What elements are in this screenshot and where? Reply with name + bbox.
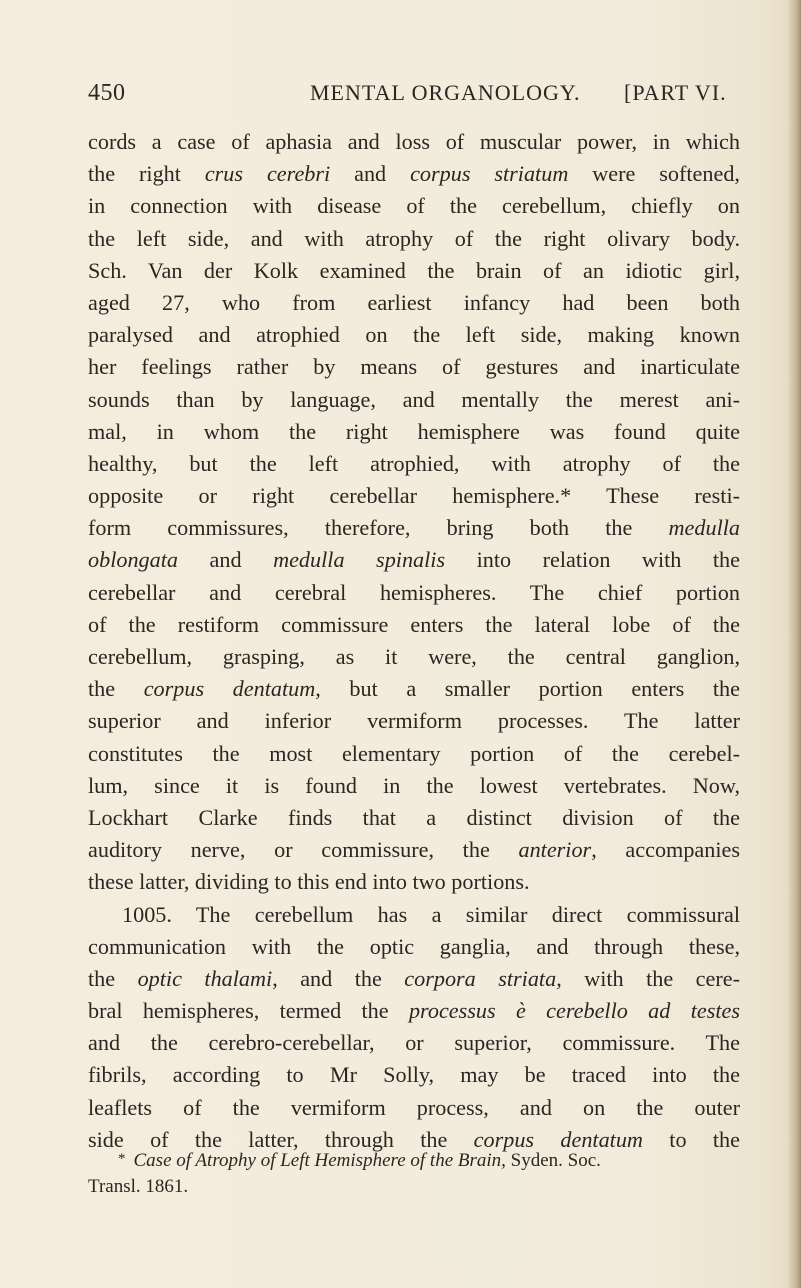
text-line-17: cerebellum, grasping, as it were, the central ganglion, (88, 644, 740, 669)
text-line-22: Lockhart Clarke finds that a distinct division of the (88, 804, 740, 830)
text-line-30: fibrils, according to Mr Solly, may be traced into the (88, 1062, 740, 1088)
text-line-21: lum, since it is found in the lowest vertebrates. Now, (88, 772, 740, 798)
text-line-8: her feelings rather by means of gestures and inarticulate (88, 354, 740, 380)
latin-term: crus cerebri (204, 161, 331, 187)
text-line-27: the optic thalami, and the corpora striata, with the cere- (88, 965, 740, 991)
text-line-28: bral hemispheres, termed the processus è cerebello ad testes (88, 998, 740, 1024)
footnote-title: Case of Atrophy of Left Hemisphere of the Brain, (133, 1150, 506, 1171)
text-line-18: the corpus dentatum, but a smaller portion enters the (88, 676, 740, 702)
latin-term: medulla (668, 515, 740, 541)
text-line-25: 1005. The cerebellum has a similar direct commissural (122, 901, 740, 927)
text-line-26: communication with the optic ganglia, and through these, (88, 933, 740, 959)
page-number: 450 (88, 80, 126, 106)
text-line-3: in connection with disease of the cerebellum, chiefly on (88, 193, 740, 219)
footnote-line-2: Transl. 1861. (88, 1176, 189, 1197)
text-line-7: paralysed and atrophied on the left side, making known (88, 322, 740, 348)
text-line-4: the left side, and with atrophy of the right olivary body. (88, 225, 740, 251)
text-line-20: constitutes the most elementary portion of the cerebel- (88, 740, 740, 766)
footnote-line-1 (88, 1146, 740, 1174)
text-line-14: oblongata and medulla spinalis into relation with the (88, 547, 740, 573)
text-line-15: cerebellar and cerebral hemispheres. The chief portion (88, 579, 740, 605)
text-line-10: mal, in whom the right hemisphere was found quite (88, 418, 740, 444)
text-line-19: superior and inferior vermiform processes. The latter (88, 708, 740, 734)
latin-term: oblongata (88, 547, 178, 573)
text-line-9: sounds than by language, and mentally the merest ani- (88, 386, 740, 412)
part-label: [PART VI. (624, 80, 727, 105)
text-line-11: healthy, but the left atrophied, with atrophy of the (88, 450, 740, 476)
latin-term: corpus striatum (410, 161, 569, 187)
page-edge-shadow (787, 0, 801, 1288)
text-line-23: auditory nerve, or commissure, the anterior, accompanies (88, 837, 740, 863)
text-line-32: side of the latter, through the corpus dentatum to the (88, 1126, 740, 1152)
latin-term: processus è cerebello ad testes (408, 998, 740, 1024)
text-line-2: the right crus cerebri and corpus striatum were softened, (88, 161, 740, 187)
text-line-13: form commissures, therefore, bring both the medulla (88, 515, 740, 541)
running-header (88, 80, 740, 114)
footnote (88, 1146, 740, 1200)
text-line-24: these latter, dividing to this end into two portions. (88, 869, 530, 895)
text-line-1: cords a case of aphasia and loss of muscular power, in which (88, 129, 740, 154)
latin-term: medulla spinalis (273, 547, 446, 573)
text-line-6: aged 27, who from earliest infancy had been both (88, 289, 740, 315)
latin-term: corpus dentatum (473, 1126, 643, 1152)
text-line-29: and the cerebro-cerebellar, or superior, commissure. The (88, 1030, 740, 1056)
running-title: MENTAL ORGANOLOGY. (310, 80, 581, 105)
body-text (88, 126, 740, 1156)
footnote-source: Syden. Soc. (505, 1150, 601, 1171)
footnote-mark: * (118, 1151, 126, 1167)
text-line-31: leaflets of the vermiform process, and on the outer (88, 1094, 740, 1120)
latin-term: corpus dentatum (143, 676, 316, 702)
text-line-12: opposite or right cerebellar hemisphere.* These resti- (88, 483, 740, 509)
text-line-5: Sch. Van der Kolk examined the brain of an idiotic girl, (88, 257, 740, 283)
latin-term: optic thalami (137, 965, 273, 991)
latin-term: corpora striata (404, 965, 557, 991)
text-line-16: of the restiform commissure enters the lateral lobe of the (88, 611, 740, 637)
emphasis-term: anterior (518, 837, 592, 863)
